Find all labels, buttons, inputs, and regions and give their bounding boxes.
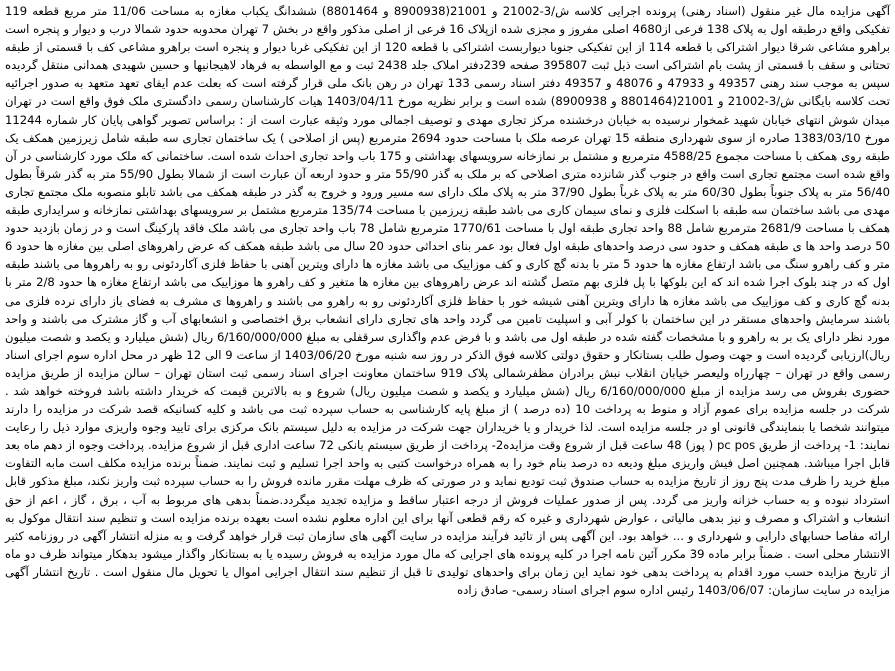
auction-notice: [2, 2, 893, 669]
notice-body-text: آگهی مزایده مال غیر منقول (اسناد رهنی) پرونده اجرایی کلاسه ش/3-21002 و 21001(8900938 و 8801464) ششدانگ یکباب مغازه به مساحت 11/06 متر مربع قطعه 119 تفکیکی واقع درطبقه اول به پلاک 138 فرعی از4680 اصلی مفروز و مجزی شده ازپلاک 16 فرعی از اصلی مذکور واقع در بخش 7 تهران محدوبه حدود شمالا درب و دیوار و پنجره است براهرو مشاعی شرقا دیوار اشتراکی با قطعه 114 از این تفکیکی جنوبا دیواربست اشتراکی با قطعه 120 از این تفکیکی غربا دیوار و پنجره است براهرو مشاعی کف با قسمتی از طبقه تحتانی و سقف با قسمتی از پشت بام اشتراکی است ذیل ثبت 395807 صفحه 239دفتر املاک جلد 2438 ثبت و مع الواسطه به فرهاد لاهیجانیها و حسین شهیدی همدانی منتقل گردیده سپس به موجب سند رهنی 49357 و 47933 و 48076 و 49357 دفتر اسناد رسمی 133 تهران در رهن بانک ملی قرار گرفته است که بعلت عدم ایفای تعهد متعهد به صدور اجرائیه تحت کلاسه بایگانی ش/3-21002 و 21001(8801464 و 8900938) شده است و برابر نظریه مورخ 1403/04/11 هیات کارشناسان رسمی دادگستری ملک فوق واقع است در تهران میدان شوش انتهای خیابان شهید غمخوار نرسیده به خیابان درخشنده مرکز تجاری مهدی و توصیف اجمالی مورد وثیقه عبارت است از : براساس تصویر گواهی پایان کار شماره 11244 مورخ 1383/03/10 صادره از سوی شهرداری منطقه 15 تهران عرصه ملک با مساحت حدود 2694 مترمربع (پس از اصلاحی ) یک ساختمان تجاری سه طبقه شامل زیرزمین همکف یک طبقه روی همکف با مساحت مجموع 4588/25 مترمربع و مشتمل بر نمازخانه سرویسهای بهداشتی و 175 باب واحد تجاری احداث شده است. ساختمانی که ملک مورد کارشناسی در آن واقع شده است مجتمع تجاری است واقع در جنوب گذر شانزده متری اصلاحی که بر ملک به گذر 55/90 متر و حدود اربعه آن عبارت است از شمالا بطول 55/90 متر به گذر شرقاً بطول 56/40 متر به پلاک جنوباً بطول 60/30 متر به پلاک غرباً بطول 37/90 متر به پلاک ملک دارای سه مسیر ورود و خروج به گذر در طبقه همکف می باشد تابلو منصوبه ملک مجتمع تجاری مهدی می باشد ساختمان سه طبقه با اسکلت فلزی و نمای سیمان کاری می باشد طبقه زیرزمین با مساحت 135/74 مترمربع مشتمل بر سرویسهای بهداشتی نمازخانه و سرایداری طبقه همکف با مساحت 2681/9 مترمربع شامل 88 واحد تجاری طبقه اول با مساحت 1770/61 مترمربع شامل 78 باب واحد تجاری می باشد ملک فاقد پارکینگ است و در زمان بازدید حدود 50 درصد واحد ها ی طبقه همکف و حدود سی درصد واحدهای طبقه اول فعال بود عمر بنای احداثی حدود 20 سال می باشد طبقه همکف که عرض راهروهای اصلی بین مغازه ها حدود 6 متر و کف راهرو سنگ می باشد ارتفاع مغازه ها حدود 5 متر با بدنه گچ کاری و کف موزاییک می باشد مغازه ها دارای ویترین آهنی با حفاظ فلزی آکاردئونی رو به راهروها می باشند طبقه اول که در چند بلوک اجرا شده اند که این بلوکها با پل فلزی بهم متصل گشته اند عرض راهروهای بین مغازه ها متغیر و کف راهرو ها موزاییک می باشد ارتفاع مغازه ها حدود 2/8 متر با بدنه گچ کاری و کف موزاییک می باشد مغازه ها دارای ویترین آهنی شیشه خور با حفاظ فلزی آکاردئونی رو به راهرو می باشند و راهروها ی مشرف به فضای باز دارای نرده فلزی می باشند سرمایش واحدهای مستقر در این ساختمان با کولر آبی و اسپلیت تامین می گردد واحد های تجاری دارای انشعاب برق اختصاصی و انشعابهای آب و گاز مشترک می باشند و واحد مورد نظر دارای یک بر به راهرو و با مشخصات گفته شده در طبقه اول می باشد و با فرض عدم واگذاری سرقفلی به مبلغ 6/160/000/000 ریال (شش میلیارد و یکصد و شصت میلیون ریال)ارزیابی گردیده است و جهت وصول طلب بستانکار و حقوق دولتی کلاسه فوق الذکر در روز سه شنبه مورخ 1403/06/20 از ساعت 9 الی 12 ظهر در محل اداره سوم اجرای اسناد رسمی واقع در تهران – چهارراه ولیعصر خیابان انقلاب نبش برادران مظفرشمالی پلاک 919 ساختمان معاونت اجرای اسناد رسمی ثبت استان تهران – سالن مزایده از طریق مزایده حضوری بفروش می رسد مزایده از مبلغ 6/160/000/000 ریال (شش میلیارد و یکصد و شصت میلیون ریال) شروع و به بالاترین قیمت که خریدار داشته باشد فروخته خواهد شد . شرکت در جلسه مزایده برای عموم آزاد و منوط به پرداخت 10 (ده درصد ) از مبلغ پایه کارشناسی به حساب سپرده ثبت می باشد و کلیه کسانیکه قصد شرکت در مزایده را دارند میتوانند شخصا یا بنمایندگی قانونی او در جلسه مزایده است. لذا خریدار و یا خریداران جهت شرکت در مزایده به دلیل سیستم بانک مرکزی برای تایید وجوه واریزی موارد ذیل را رعایت نمایند: 1- پرداخت از طریق pc pos ( پوز) 48 ساعت قبل از شروع وقت مزایده2- پرداخت از طریق سیستم بانکی 72 ساعت اداری قبل از شروع مزایده. پرداخت وجوه از دهم ماه بعد قابل اجرا میباشد. همچنین اصل فیش واریزی مبلغ ودیعه ده درصد بنام خود را به همراه درخواست کتبی به واحد اجرا تسلیم و ثبت نمایند. ضمناً برنده مزایده مکلف است مابه التفاوت مبلغ خرید را ظرف مدت پنج روز از تاریخ مزایده به حساب صندوق ثبت تودیع نماید و در صورتی که ظرف مهلت مقرر مانده فروش را به حساب سپرده ثبت واریز نکند، مبلغ مذکور قابل استرداد نبوده و به حساب خزانه واریز می گردد. پس از صدور عملیات فروش از درجه اعتبار ساقط و مزایده تجدید میگردد.ضمناً بدهی های مربوط به آب ، برق ، گاز ، اعم از حق انشعاب و اشتراک و مصرف و نیز بدهی مالیاتی ، عوارض شهرداری و غیره که رقم قطعی آنها برای این اداره معلوم نشده است بعهده برنده مزایده است و تنظیم سند انتقال موکول به ارائه مفاصا حسابهای دارایی و شهرداری و ... خواهد بود. این آگهی پس از تائید فرآیند مزایده در سایت آگهی های سازمان ثبت قرار خواهد گرفت و به منزله انتشار آگهی در روزنامه کثیر الانتشار محلی است . ضمناً برابر ماده 39 مکرر آئین نامه اجرا در کلیه پرونده های اجرایی که مال مورد مزایده به فروش رسیده یا به بستانکار واگذار میشود بدهکار میتواند ظرف دو ماه از تاریخ مزایده حسب مورد اقدام به پرداخت بدهی خود نماید این زمان برای واحدهای تولیدی تا قبل از تنظیم سند انتقال اجرایی اموال یا تحویل مال منقول است . تاریخ انتشار آگهی مزایده در سایت سازمان: 1403/06/07 رئیس اداره سوم اجرای اسناد رسمی- صادق زاده: [5, 4, 890, 597]
